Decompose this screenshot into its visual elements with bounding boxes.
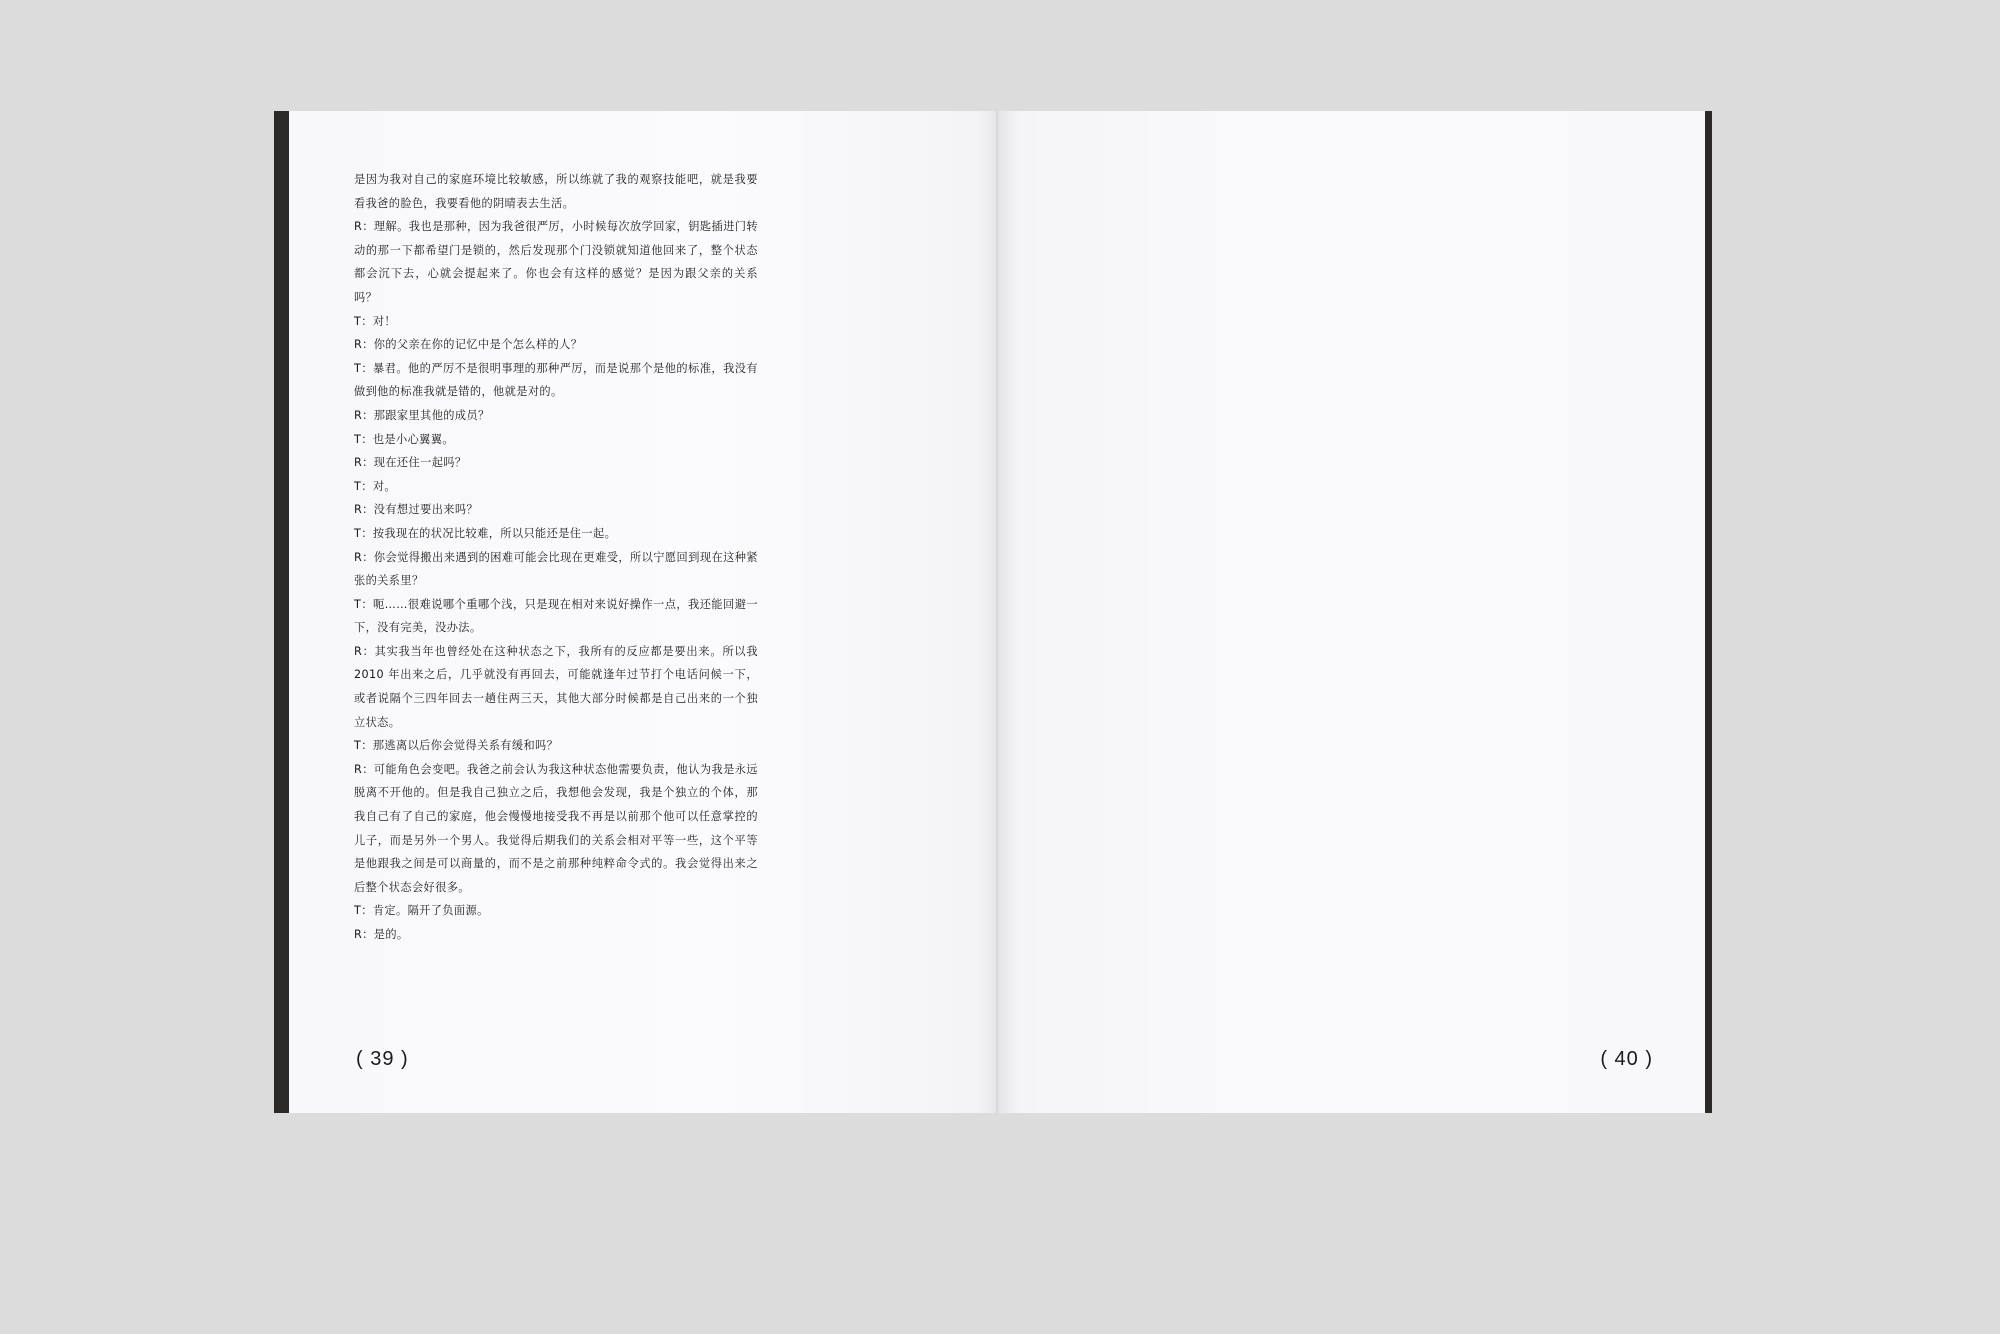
paragraph: T：按我现在的状况比较难，所以只能还是住一起。: [354, 526, 617, 540]
page-number-left: ( 39 ): [356, 1048, 409, 1070]
paragraph: T：对。: [354, 479, 396, 493]
book-spread: [274, 111, 1712, 1113]
paragraph: R：其实我当年也曾经处在这种状态之下，我所有的反应都是要出来。所以我2010 年出来之后，几乎就没有再回去，可能就逢年过节打个电话问候一下，或者说隔个三四年回去一趟住两三天，其他大部分时候都是自己出来的一个独立状态。: [354, 644, 758, 729]
paragraph: T：也是小心翼翼。: [354, 432, 454, 446]
paragraph: R：你会觉得搬出来遇到的困难可能会比现在更难受，所以宁愿回到现在这种紧张的关系里？: [354, 550, 758, 588]
paragraph: R：理解。我也是那种，因为我爸很严厉，小时候每次放学回家，钥匙插进门转动的那一下都希望门是锁的，然后发现那个门没锁就知道他回来了，整个状态都会沉下去，心就会提起来了。你也会有这样的感觉？是因为跟父亲的关系吗？: [354, 220, 758, 304]
left-page: [289, 111, 998, 1113]
paragraph: T：对！: [354, 314, 396, 328]
paragraph: R：没有想过要出来吗？: [354, 503, 479, 517]
left-binding-edge: [274, 111, 289, 1113]
paragraph: T：肯定。隔开了负面源。: [354, 904, 489, 918]
paragraph: T：那逃离以后你会觉得关系有缓和吗？: [354, 739, 559, 753]
paragraph: R：可能角色会变吧。我爸之前会认为我这种状态他需要负责，他认为我是永远脱离不开他的。但是我自己独立之后，我想他会发现，我是个独立的个体，那我自己有了自己的家庭，他会慢慢地接受我不再是以前那个他可以任意掌控的儿子，而是另外一个男人。我觉得后期我们的关系会相对平等一些，这个平等是他跟我之间是可以商量的，而不是之前那种纯粹命令式的。我会觉得出来之后整个状态会好很多。: [354, 762, 758, 894]
right-page: [998, 111, 1705, 1113]
page-number-right: ( 40 ): [1600, 1048, 1653, 1070]
paragraph: R：那跟家里其他的成员？: [354, 408, 490, 422]
paragraph: R：现在还住一起吗？: [354, 456, 467, 470]
right-binding-edge: [1705, 111, 1712, 1113]
paragraph: R：是的。: [354, 928, 409, 941]
interview-text: [354, 168, 758, 947]
paragraph: T：呃……很难说哪个重哪个浅，只是现在相对来说好操作一点，我还能回避一下，没有完美，没办法。: [354, 597, 758, 635]
paragraph: T：暴君。他的严厉不是很明事理的那种严厉，而是说那个是他的标准，我没有做到他的标准我就是错的，他就是对的。: [354, 361, 758, 399]
paragraph: 是因为我对自己的家庭环境比较敏感，所以练就了我的观察技能吧，就是我要看我爸的脸色，我要看他的阴晴表去生活。: [354, 173, 758, 210]
paragraph: R：你的父亲在你的记忆中是个怎么样的人？: [354, 338, 583, 352]
